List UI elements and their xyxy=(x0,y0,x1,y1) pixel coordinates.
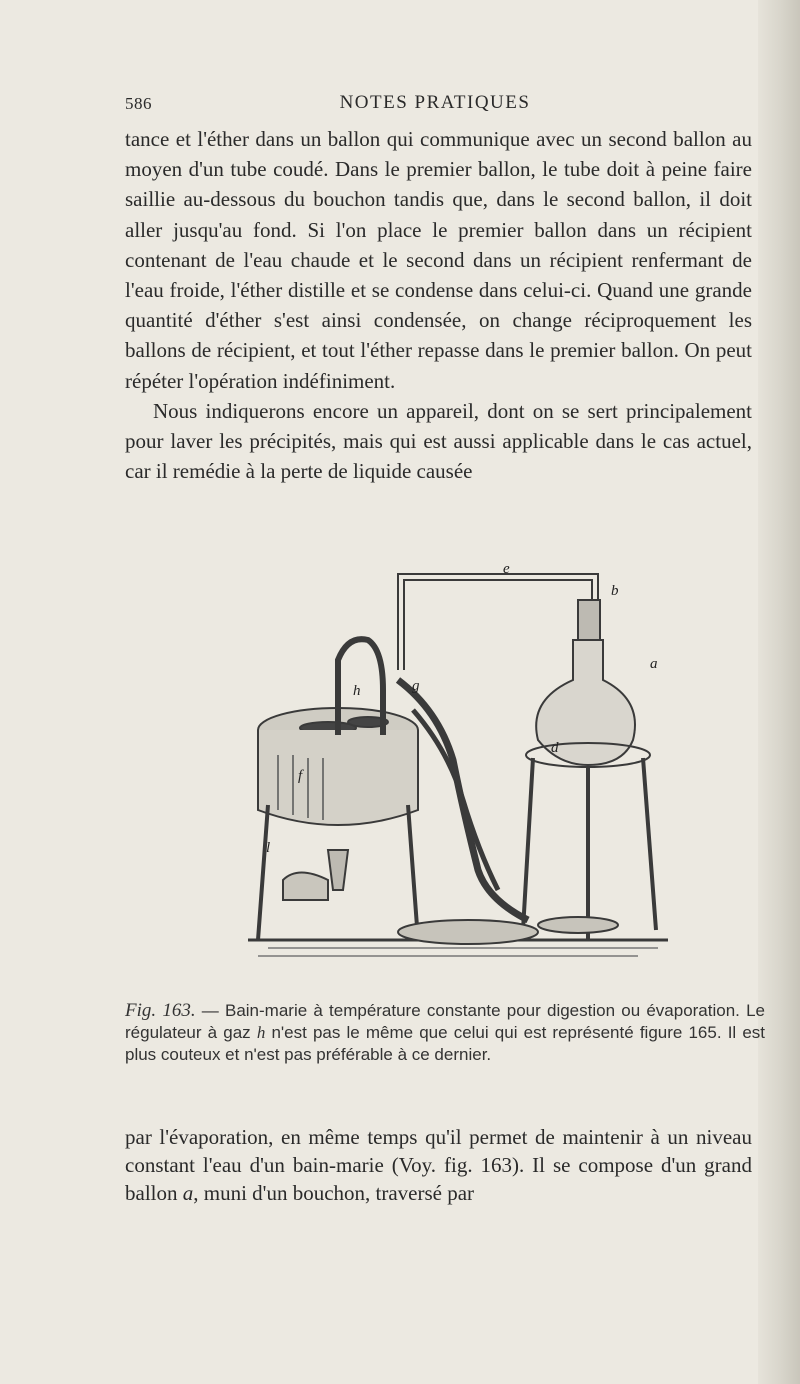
label-h: h xyxy=(353,683,361,699)
bath-body xyxy=(258,730,418,825)
label-g: g xyxy=(412,678,420,694)
burner-l xyxy=(328,850,348,890)
burner-base xyxy=(283,873,328,901)
label-e: e xyxy=(503,561,510,577)
paragraph-1: tance et l'éther dans un ballon qui communique avec un second ballon au moyen d'un tube coudé. Dans le premier ballon, le tube doit à peine faire saillie au-dessous du bouchon tandis que, dans le second ballon, il doit aller jusqu'au fond. Si l'on place le premier ballon dans un récipient contenant de l'eau chaude et le second dans un récipient renfermant de l'eau froide, l'éther distille et se condense dans celui-ci. Quand une grande quantité d'éther s'est ainsi condensée, on change réciproquement les ballons de récipient, et tout l'éther repasse dans le premier ballon. On peut répéter l'opération indéfiniment. xyxy=(125,127,752,393)
caption-h-letter: h xyxy=(256,1023,266,1042)
body-text-top xyxy=(125,124,752,486)
bain-marie-engraving xyxy=(238,560,678,980)
body-text-bottom xyxy=(125,1123,752,1207)
page-header xyxy=(125,92,745,122)
flask-stopper-b xyxy=(578,600,600,640)
label-f: f xyxy=(298,768,303,784)
running-head: NOTES PRATIQUES xyxy=(339,92,531,113)
caption-label: Fig. 163. xyxy=(125,1000,196,1021)
paragraph-3-a-letter: a xyxy=(182,1181,194,1205)
label-d: d xyxy=(551,740,559,756)
caption-text-1: — Bain-marie à température constante pour digestion ou évaporation. Le régulateur à gaz xyxy=(125,1001,765,1042)
figure-163-illustration xyxy=(238,560,678,980)
caption-text-2: n'est pas le même que celui qui est représenté figure 165. Il est plus couteux et n'est pas préférable à ce dernier. xyxy=(125,1023,765,1064)
label-b: b xyxy=(611,583,619,599)
figure-caption xyxy=(125,1000,765,1066)
paragraph-3 xyxy=(125,1123,752,1207)
label-l: l xyxy=(266,840,271,856)
paragraph-3-text-1: par l'évaporation, en même temps qu'il permet de maintenir à un niveau constant l'eau d'un bain-marie (Voy. fig. 163). Il se compose d'un grand ballon xyxy=(125,1125,752,1205)
stand-legs xyxy=(523,758,656,940)
page-number: 586 xyxy=(125,94,152,113)
label-a: a xyxy=(650,656,658,672)
paragraph-2: Nous indiquerons encore un appareil, dont on se sert principalement pour laver les précipités, mais qui est aussi applicable dans le cas actuel, car il remédie à la perte de liquide causée xyxy=(125,398,752,484)
tube-e xyxy=(398,574,598,670)
page-edge-shadow xyxy=(758,0,800,1384)
paragraph-3-text-2: , muni d'un bouchon, traversé par xyxy=(193,1181,475,1205)
